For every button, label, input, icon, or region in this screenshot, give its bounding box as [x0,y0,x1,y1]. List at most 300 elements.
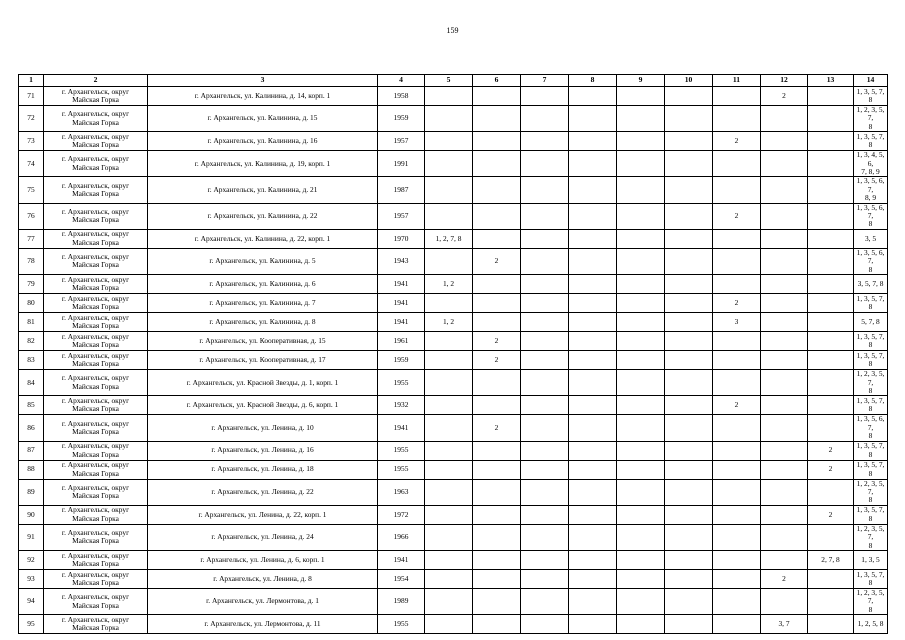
column-8-cell [569,588,617,614]
column-8-cell [569,229,617,248]
district-line: Майская Горка [72,340,119,350]
column-9-cell [617,351,665,370]
column-14-line: 8 [868,431,873,441]
column-14-cell [854,505,888,524]
column-12-cell [761,460,808,479]
column-12-cell [761,351,808,370]
column-8-cell [569,151,617,177]
column-6-cell [473,370,521,396]
column-11-cell [713,370,761,396]
column-9-cell [617,524,665,550]
district-line: Майская Горка [72,189,119,199]
column-10-cell [665,151,713,177]
column-14-cell [854,550,888,569]
column-14-line: 5, 7, 8 [861,316,880,326]
column-13-cell [808,370,854,396]
column-5-cell [425,569,473,588]
column-header-9: 9 [617,75,665,87]
column-5-cell [425,294,473,313]
column-10-cell [665,524,713,550]
district-cell [44,569,148,588]
address-cell: г. Архангельск, ул. Калинина, д. 14, корп. 1 [148,87,378,106]
district-line: г. Архангельск, округ [61,154,130,164]
column-9-cell [617,177,665,203]
table-row [19,569,888,588]
column-12-cell [761,132,808,151]
column-13-cell [808,106,854,132]
column-14-line: 1, 3, 5 [861,554,880,564]
year-cell: 1941 [378,275,425,294]
district-line: Майская Горка [72,237,119,247]
address-cell: г. Архангельск, ул. Лермонтова, д. 11 [148,615,378,634]
header-row [19,75,888,87]
column-9-cell [617,588,665,614]
column-11-cell: 2 [713,294,761,313]
column-8-cell [569,203,617,229]
column-14-cell [854,479,888,505]
column-11-cell [713,460,761,479]
row-number: 85 [19,396,44,415]
district-line: г. Архангельск, округ [61,527,130,537]
column-7-cell [521,87,569,106]
district-line: г. Архангельск, округ [61,252,130,262]
column-6-cell [473,132,521,151]
year-cell: 1959 [378,106,425,132]
column-9-cell [617,479,665,505]
column-13-cell [808,132,854,151]
year-cell: 1955 [378,370,425,396]
district-cell [44,524,148,550]
year-cell: 1961 [378,332,425,351]
district-line: Майская Горка [72,558,119,568]
column-5-cell [425,351,473,370]
district-cell [44,248,148,274]
column-11-cell [713,177,761,203]
row-number: 84 [19,370,44,396]
column-6-cell: 2 [473,351,521,370]
district-line: г. Архангельск, округ [61,569,130,579]
row-number: 72 [19,106,44,132]
district-line: г. Архангельск, округ [61,350,130,360]
column-5-cell [425,524,473,550]
address-cell: г. Архангельск, ул. Калинина, д. 22, корп. 1 [148,229,378,248]
column-7-cell [521,396,569,415]
address-cell: г. Архангельск, ул. Красной Звезды, д. 1, корп. 1 [148,370,378,396]
column-14-line: 1, 3, 5, 6, 7, [856,414,885,432]
column-11-cell [713,415,761,441]
column-13-cell [808,332,854,351]
column-12-cell [761,229,808,248]
district-line: г. Архангельск, округ [61,614,130,624]
column-14-cell [854,248,888,274]
column-5-cell [425,87,473,106]
column-5-cell [425,151,473,177]
column-10-cell [665,332,713,351]
column-7-cell [521,460,569,479]
column-13-cell [808,248,854,274]
column-10-cell [665,460,713,479]
district-line: г. Архангельск, округ [61,293,130,303]
column-10-cell [665,177,713,203]
row-number: 88 [19,460,44,479]
column-11-cell [713,524,761,550]
column-header-10: 10 [665,75,713,87]
district-cell [44,275,148,294]
column-13-cell: 2, 7, 8 [808,550,854,569]
column-8-cell [569,569,617,588]
column-9-cell [617,87,665,106]
column-8-cell [569,396,617,415]
column-13-cell: 2 [808,505,854,524]
column-6-cell [473,569,521,588]
column-8-cell [569,505,617,524]
column-5-cell [425,106,473,132]
column-14-line: 8 [868,219,873,229]
district-line: г. Архангельск, округ [61,131,130,141]
district-cell [44,87,148,106]
column-10-cell [665,479,713,505]
column-8-cell [569,460,617,479]
column-7-cell [521,588,569,614]
column-13-cell [808,415,854,441]
year-cell: 1943 [378,248,425,274]
column-6-cell [473,505,521,524]
column-13-cell [808,479,854,505]
table-row [19,550,888,569]
column-12-cell [761,550,808,569]
column-5-cell [425,396,473,415]
column-9-cell [617,275,665,294]
district-line: г. Архангельск, округ [61,109,130,119]
column-5-cell [425,248,473,274]
column-9-cell [617,229,665,248]
column-14-cell [854,229,888,248]
column-10-cell [665,441,713,460]
column-header-4: 4 [378,75,425,87]
data-table [18,74,888,634]
column-8-cell [569,550,617,569]
column-header-7: 7 [521,75,569,87]
table-row [19,248,888,274]
address-cell: г. Архангельск, ул. Ленина, д. 22 [148,479,378,505]
district-line: Майская Горка [72,283,119,293]
district-line: г. Архангельск, округ [61,505,130,515]
row-number: 87 [19,441,44,460]
column-14-line: 1, 3, 5, 7, 8 [856,395,885,414]
year-cell: 1991 [378,151,425,177]
column-13-cell [808,351,854,370]
district-line: Майская Горка [72,491,119,501]
table-row [19,396,888,415]
column-12-cell [761,151,808,177]
address-cell: г. Архангельск, ул. Калинина, д. 19, корп. 1 [148,151,378,177]
column-9-cell [617,569,665,588]
district-cell [44,151,148,177]
column-7-cell [521,275,569,294]
column-14-line: 1, 3, 5, 7, 8 [856,441,885,459]
district-line: Майская Горка [72,600,119,610]
column-7-cell [521,313,569,332]
column-11-cell [713,229,761,248]
column-header-11: 11 [713,75,761,87]
column-7-cell [521,524,569,550]
column-7-cell [521,615,569,634]
column-10-cell [665,106,713,132]
column-8-cell [569,479,617,505]
column-10-cell [665,505,713,524]
table-body [19,87,888,634]
column-14-line: 7, 8, 9 [861,167,880,177]
column-12-cell [761,396,808,415]
year-cell: 1957 [378,132,425,151]
column-14-cell [854,87,888,106]
column-header-12: 12 [761,75,808,87]
district-line: г. Архангельск, округ [61,460,130,470]
column-13-cell: 2 [808,441,854,460]
column-9-cell [617,248,665,274]
column-6-cell [473,294,521,313]
column-11-cell [713,248,761,274]
year-cell: 1963 [378,479,425,505]
column-6-cell [473,441,521,460]
column-14-line: 1, 2, 3, 5, 7, [856,479,885,496]
year-cell: 1941 [378,550,425,569]
district-line: Майская Горка [72,162,119,172]
district-cell [44,132,148,151]
column-10-cell [665,351,713,370]
column-14-cell [854,332,888,351]
column-14-cell [854,441,888,460]
year-cell: 1955 [378,615,425,634]
column-6-cell [473,275,521,294]
district-line: Майская Горка [72,404,119,414]
column-5-cell [425,505,473,524]
column-6-cell: 2 [473,415,521,441]
column-6-cell [473,396,521,415]
column-7-cell [521,479,569,505]
column-14-cell [854,524,888,550]
column-6-cell [473,177,521,203]
district-cell [44,313,148,332]
column-12-cell [761,370,808,396]
column-12-cell [761,203,808,229]
column-13-cell [808,294,854,313]
column-8-cell [569,370,617,396]
column-13-cell [808,615,854,634]
column-6-cell [473,203,521,229]
column-14-cell [854,275,888,294]
column-9-cell [617,460,665,479]
column-7-cell [521,203,569,229]
year-cell: 1941 [378,294,425,313]
column-7-cell [521,132,569,151]
column-12-cell [761,313,808,332]
column-10-cell [665,248,713,274]
column-14-line: 1, 3, 5, 6, 7, [856,176,885,194]
address-cell: г. Архангельск, ул. Калинина, д. 8 [148,313,378,332]
column-14-cell [854,569,888,588]
column-12-cell [761,275,808,294]
table-row [19,294,888,313]
district-line: Майская Горка [72,577,119,587]
address-cell: г. Архангельск, ул. Калинина, д. 5 [148,248,378,274]
table-row [19,203,888,229]
column-7-cell [521,370,569,396]
column-9-cell [617,415,665,441]
address-cell: г. Архангельск, ул. Лермонтова, д. 1 [148,588,378,614]
column-14-line: 1, 3, 5, 7, 8 [856,569,885,587]
column-8-cell [569,132,617,151]
district-cell [44,415,148,441]
column-6-cell [473,479,521,505]
column-11-cell [713,332,761,351]
column-14-cell [854,203,888,229]
column-7-cell [521,441,569,460]
column-10-cell [665,132,713,151]
column-10-cell [665,396,713,415]
column-13-cell [808,229,854,248]
column-14-line: 1, 3, 5, 6, 7, [856,248,885,266]
address-cell: г. Архангельск, ул. Калинина, д. 6 [148,275,378,294]
column-10-cell [665,87,713,106]
column-11-cell [713,351,761,370]
column-8-cell [569,313,617,332]
column-12-cell [761,177,808,203]
column-5-cell [425,479,473,505]
column-5-cell [425,332,473,351]
page-number: 159 [446,26,459,35]
address-cell: г. Архангельск, ул. Калинина, д. 15 [148,106,378,132]
district-line: г. Архангельск, округ [61,206,130,216]
district-line: г. Архангельск, округ [61,180,130,190]
address-cell: г. Архангельск, ул. Калинина, д. 22 [148,203,378,229]
table-row [19,151,888,177]
column-header-5: 5 [425,75,473,87]
year-cell: 1941 [378,415,425,441]
column-8-cell [569,615,617,634]
table-row [19,505,888,524]
column-11-cell: 3 [713,313,761,332]
column-header-6: 6 [473,75,521,87]
column-11-cell [713,550,761,569]
column-13-cell [808,87,854,106]
column-5-cell [425,550,473,569]
column-14-line: 1, 3, 5, 7, 8 [856,505,885,523]
district-cell [44,203,148,229]
column-8-cell [569,332,617,351]
district-line: г. Архангельск, округ [61,274,130,284]
row-number: 79 [19,275,44,294]
column-5-cell [425,460,473,479]
column-6-cell [473,588,521,614]
column-header-2: 2 [44,75,148,87]
column-5-cell: 1, 2, 7, 8 [425,229,473,248]
column-12-cell [761,505,808,524]
column-header-3: 3 [148,75,378,87]
column-10-cell [665,615,713,634]
district-line: г. Архангельск, округ [61,441,130,451]
column-11-cell [713,479,761,505]
column-14-cell [854,177,888,203]
year-cell: 1955 [378,441,425,460]
column-14-line: 1, 3, 5, 7, 8 [856,86,885,104]
district-line: Майская Горка [72,95,119,104]
column-12-cell [761,441,808,460]
column-7-cell [521,569,569,588]
column-14-line: 1, 2, 3, 5, 7, [856,105,885,123]
district-line: г. Архангельск, округ [61,312,130,322]
column-5-cell [425,415,473,441]
column-14-line: 3, 5 [864,233,877,243]
address-cell: г. Архангельск, ул. Ленина, д. 8 [148,569,378,588]
table-row [19,370,888,396]
district-cell [44,294,148,313]
column-8-cell [569,177,617,203]
column-13-cell [808,177,854,203]
column-14-cell [854,370,888,396]
column-14-line: 1, 2, 3, 5, 7, [856,369,885,387]
row-number: 92 [19,550,44,569]
district-line: г. Архангельск, округ [61,418,130,428]
district-cell [44,615,148,634]
row-number: 73 [19,132,44,151]
address-cell: г. Архангельск, ул. Ленина, д. 22, корп. 1 [148,505,378,524]
year-cell: 1959 [378,351,425,370]
column-12-cell: 2 [761,87,808,106]
column-13-cell [808,569,854,588]
column-14-line: 1, 3, 5, 7, 8 [856,331,885,350]
year-cell: 1955 [378,460,425,479]
column-5-cell [425,441,473,460]
year-cell: 1958 [378,87,425,106]
column-14-cell [854,460,888,479]
row-number: 90 [19,505,44,524]
column-11-cell [713,615,761,634]
district-line: Майская Горка [72,623,119,633]
row-number: 86 [19,415,44,441]
column-14-line: 1, 2, 5, 8 [857,618,884,628]
district-line: Майская Горка [72,260,119,270]
district-line: Майская Горка [72,215,119,225]
table-row [19,132,888,151]
district-cell [44,332,148,351]
table-row [19,313,888,332]
column-14-cell [854,351,888,370]
column-5-cell [425,203,473,229]
column-5-cell [425,615,473,634]
column-8-cell [569,294,617,313]
table-row [19,106,888,132]
district-line: г. Архангельск, округ [61,395,130,405]
column-6-cell [473,87,521,106]
district-cell [44,460,148,479]
column-8-cell [569,248,617,274]
district-line: г. Архангельск, округ [61,482,130,492]
row-number: 75 [19,177,44,203]
column-10-cell [665,229,713,248]
column-14-line: 8 [868,121,873,131]
district-line: г. Архангельск, округ [61,550,130,560]
district-line: г. Архангельск, округ [61,331,130,341]
district-cell [44,351,148,370]
column-9-cell [617,396,665,415]
row-number: 89 [19,479,44,505]
column-6-cell [473,313,521,332]
year-cell: 1932 [378,396,425,415]
column-12-cell [761,479,808,505]
column-11-cell: 2 [713,203,761,229]
column-14-line: 1, 2, 3, 5, 7, [856,588,885,606]
